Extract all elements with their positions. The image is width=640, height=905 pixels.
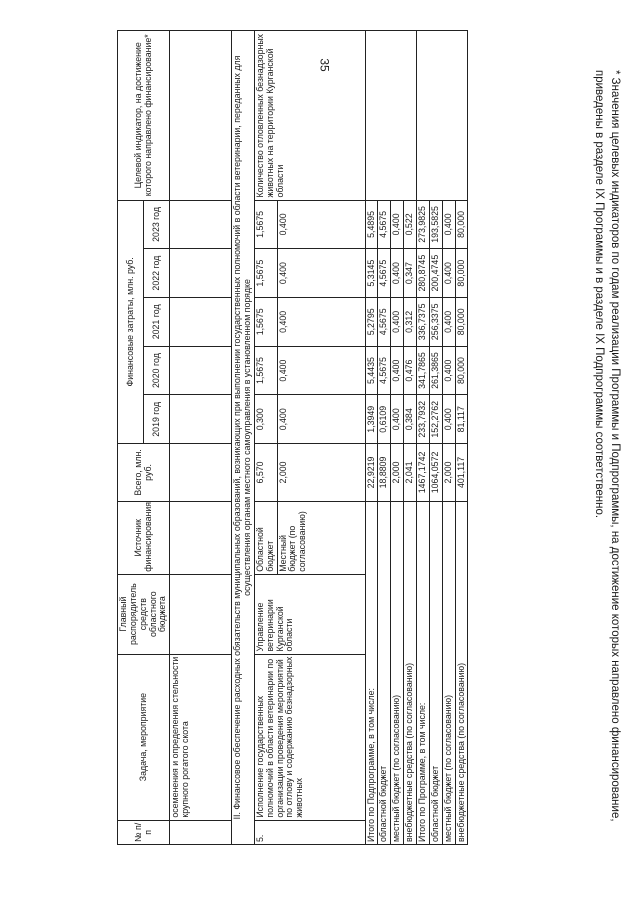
value-cell: 0,347 (404, 249, 417, 298)
rotated-table-container (117, 30, 537, 845)
costs-group-header: Финансовые затраты, млн. руб. (118, 200, 144, 444)
year-header: 2022 год (144, 249, 170, 298)
continuation-task: осеменения и определения стельности крупного рогатого скота (170, 654, 232, 820)
cell (170, 444, 232, 502)
value-cell: 0,400 (277, 249, 365, 298)
value-cell: 0,400 (442, 297, 455, 346)
row-label: внебюджетные средства (по согласованию) (455, 501, 468, 844)
row-label: Итого по Программе, в том числе: (416, 501, 429, 844)
row-label: местный бюджет (по согласованию) (391, 501, 404, 844)
value-cell: 80,000 (455, 297, 468, 346)
cell (170, 501, 232, 574)
row-label: областной бюджет (429, 501, 442, 844)
cell (170, 200, 232, 249)
cell (365, 31, 416, 201)
value-cell: 341,7865 (416, 346, 429, 395)
value-cell: 80,000 (455, 346, 468, 395)
source-cell: Местный бюджет (по согласованию) (277, 501, 365, 574)
total-cell: 2,000 (442, 444, 455, 502)
value-cell: 1,5675 (254, 249, 277, 298)
section-row (232, 31, 255, 845)
total-cell: 2,041 (404, 444, 417, 502)
value-cell: 4,5675 (378, 249, 391, 298)
total-cell: 401,117 (455, 444, 468, 502)
value-cell: 0,300 (254, 395, 277, 444)
value-cell: 0,400 (277, 297, 365, 346)
value-cell: 0,400 (442, 395, 455, 444)
cell (170, 574, 232, 654)
col-num-header: № п/п (118, 820, 170, 844)
program-total-row (416, 31, 429, 845)
total-cell: 2,000 (277, 444, 365, 502)
value-cell: 0,522 (404, 200, 417, 249)
subprogram-total-row (365, 31, 378, 845)
item-manager: Управление ветеринарии Курганской области (254, 574, 365, 654)
year-header: 2021 год (144, 297, 170, 346)
value-cell: 1,5675 (254, 200, 277, 249)
value-cell: 0,400 (277, 346, 365, 395)
value-cell: 0,6109 (378, 395, 391, 444)
value-cell: 5,3145 (365, 249, 378, 298)
col-task-header: Задача, мероприятие (118, 654, 170, 820)
cell (170, 395, 232, 444)
continuation-row (170, 31, 232, 845)
col-indicator-header: Целевой индикатор, на достижение которого направлено финансирование* (118, 31, 170, 201)
page-number: 35 (317, 58, 332, 72)
value-cell: 0,476 (404, 346, 417, 395)
value-cell: 81,117 (455, 395, 468, 444)
cell (170, 297, 232, 346)
cell (170, 31, 232, 201)
cell (170, 346, 232, 395)
row-label: Итого по Подпрограмме, в том числе: (365, 501, 378, 844)
value-cell: 273,9825 (416, 200, 429, 249)
item-indicator: Количество отловленных безнадзорных животных на территории Курганской области (254, 31, 365, 201)
value-cell: 5,2795 (365, 297, 378, 346)
value-cell: 80,000 (455, 200, 468, 249)
value-cell: 80,000 (455, 249, 468, 298)
value-cell: 0,400 (442, 249, 455, 298)
section-title: II. Финансовое обеспечение расходных обязательств муниципальных образований, возникающих при выполнении государственных полномочий в области ветеринарии, переданных для осуществления органам местного самоуправления в установленном порядке (232, 31, 255, 845)
value-cell: 256,3375 (429, 297, 442, 346)
cell (170, 249, 232, 298)
value-cell: 0,400 (391, 346, 404, 395)
item5-row-1 (254, 31, 277, 845)
item-task: Исполнение государственных полномочий в области ветеринарии по организации проведения мероприятий по отлову и содержанию безнадзорных животных (254, 654, 365, 820)
value-cell: 193,5825 (429, 200, 442, 249)
value-cell: 0,400 (277, 395, 365, 444)
year-header: 2019 год (144, 395, 170, 444)
value-cell: 0,312 (404, 297, 417, 346)
value-cell: 0,400 (277, 200, 365, 249)
total-cell: 18,8809 (378, 444, 391, 502)
value-cell: 5,4435 (365, 346, 378, 395)
value-cell: 0,400 (391, 297, 404, 346)
col-total-header: Всего, млн. руб. (118, 444, 170, 502)
total-cell: 6,570 (254, 444, 277, 502)
value-cell: 4,5675 (378, 297, 391, 346)
row-label: местный бюджет (по согласованию) (442, 501, 455, 844)
value-cell: 0,400 (442, 346, 455, 395)
value-cell: 0,400 (442, 200, 455, 249)
value-cell: 261,3865 (429, 346, 442, 395)
value-cell: 233,7932 (416, 395, 429, 444)
value-cell: 336,7375 (416, 297, 429, 346)
col-manager-header: Главный распорядитель средств областного бюджета (118, 574, 170, 654)
header-row-1 (118, 31, 144, 845)
value-cell: 0,400 (391, 395, 404, 444)
value-cell: 0,400 (391, 249, 404, 298)
cell (416, 31, 467, 201)
row-label: внебюджетные средства (по согласованию) (404, 501, 417, 844)
value-cell: 0,384 (404, 395, 417, 444)
value-cell: 152,2762 (429, 395, 442, 444)
item-number: 5. (254, 820, 365, 844)
row-label: областной бюджет (378, 501, 391, 844)
value-cell: 200,4745 (429, 249, 442, 298)
total-cell: 2,000 (391, 444, 404, 502)
year-header: 2023 год (144, 200, 170, 249)
value-cell: 0,400 (391, 200, 404, 249)
value-cell: 1,3949 (365, 395, 378, 444)
value-cell: 4,5675 (378, 200, 391, 249)
total-cell: 1467,1742 (416, 444, 429, 502)
value-cell: 1,5675 (254, 297, 277, 346)
year-header: 2020 год (144, 346, 170, 395)
total-cell: 1064,0572 (429, 444, 442, 502)
total-cell: 22,9219 (365, 444, 378, 502)
value-cell: 4,5675 (378, 346, 391, 395)
footnote: * Значения целевых индикаторов по годам реализации Программы и Подпрограммы, на достижение которых направлено финансирование, приведены в разделе IX Программы и в разделе IX Подпрограммы соответственно. (593, 70, 621, 822)
cell (170, 820, 232, 844)
value-cell: 5,4895 (365, 200, 378, 249)
col-source-header: Источник финансирования (118, 501, 170, 574)
value-cell: 280,8745 (416, 249, 429, 298)
value-cell: 1,5675 (254, 346, 277, 395)
source-cell: Областной бюджет (254, 501, 277, 574)
financing-table (117, 30, 468, 845)
